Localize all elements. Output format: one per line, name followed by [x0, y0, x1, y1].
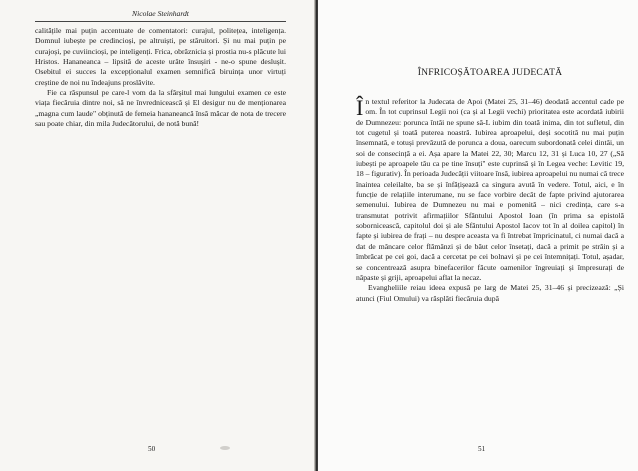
right-body [356, 97, 624, 304]
page-smudge [220, 446, 230, 450]
left-paragraph-1: calitățile mai puțin accentuate de comentatori: curajul, politețea, inteligența. Domnul iubește pe credincioși, pe altruiști, pe stăruitori. Și nu mai puțin pe curajoși, pe cuviincioși, pe inteligenți. Frica, obrăznicia și prostia nu-s plăcute lui Hristos. Hananeanca – lipsită de aceste urâte însușiri - ne-o spune deslușit. Osebitul ei succes la excepționalul examen semnifică biruința unor virtuți creștine de noi nu îndeajuns proslăvite. [35, 26, 286, 87]
right-page [318, 0, 638, 471]
running-head: Nicolae Steinhardt [35, 9, 286, 22]
chapter-title: ÎNFRICOȘĂTOAREA JUDECATĂ [417, 67, 563, 78]
right-paragraph-1 [356, 97, 624, 283]
right-paragraph-1-text: n textul referitor la Judecata de Apoi (Matei 25, 31–46) deodată accentul cade pe om. În tot cuprinsul Legii noi (ca și al Legii vechi) prioritatea este acordată iubirii de Dumnezeu: porunca întâi ne spune să-L iubim din toată inima, din tot sufletul, din tot cugetul și toată puterea noastră. Iubirea aproapelui, deși socotită nu mai puțin însemnată, e totuși prevăzută de porunca a doua, oarecum subordonată celei dintâi, un soi de consecință a ei. Așa apare la Matei 22, 30; Marcu 12, 31 și Luca 10, 27 („Să iubești pe aproapele tău ca pe tine însuți" este cuprinsă și în Legea veche: Levitic 19, 18 – figurativ). În perioada Judecății viitoare însă, iubirea aproapelui nu numai că trece înaintea celeilalte, ba se și înfățișează ca singura avută în vedere. Totul, aici, e în funcție de relațiile interumane, nu se face vorbire decât de fapte privind ajutorarea semenului. Iubirea de Dumnezeu nu mai e pomenită – nici credința, care s-a transmutat potrivit afirmațiilor Sfântului Apostol Ioan (în prima sa epistolă sobornicească, capitolul doi și ale Sfântului Apostol Iacov tot în al doilea capitol) în fapte și iubirea de frați – nu despre aceasta va fi întrebat împricinatul, ci numai dacă a dat de mâncare celor flămânzi și de băut celor însetați, dacă a primit pe străin și a îmbrăcat pe cei goi, dacă a cercetat pe cei bolnavi și pe cei întemnițați. Totul, așadar, se concentrează asupra binefacerilor făcute oamenilor îngreuiați și împresurați de năpaste și griji, aproapelui aflat la necaz. [356, 97, 624, 282]
left-page [0, 0, 316, 471]
drop-cap: Î [356, 95, 364, 120]
right-paragraph-2: Evangheliile reiau ideea expusă pe larg de Matei 25, 31–46 și precizează: „Și atunci (Fiul Omului) va răsplăti fiecăruia după [356, 283, 624, 303]
right-page-number: 51 [478, 445, 486, 453]
left-paragraph-2: Fie ca răspunsul pe care-l vom da la sfârșitul mai lungului examen ce este viața fiecăruia dintre noi, să ne învrednicească și El desigur nu de menționarea „magna cum laude" obținută de femeia hananeancă însă măcar de nota de trecere sau poate chiar, din mila Judecătorului, de notă bună! [35, 88, 286, 129]
left-page-number: 50 [148, 445, 156, 453]
